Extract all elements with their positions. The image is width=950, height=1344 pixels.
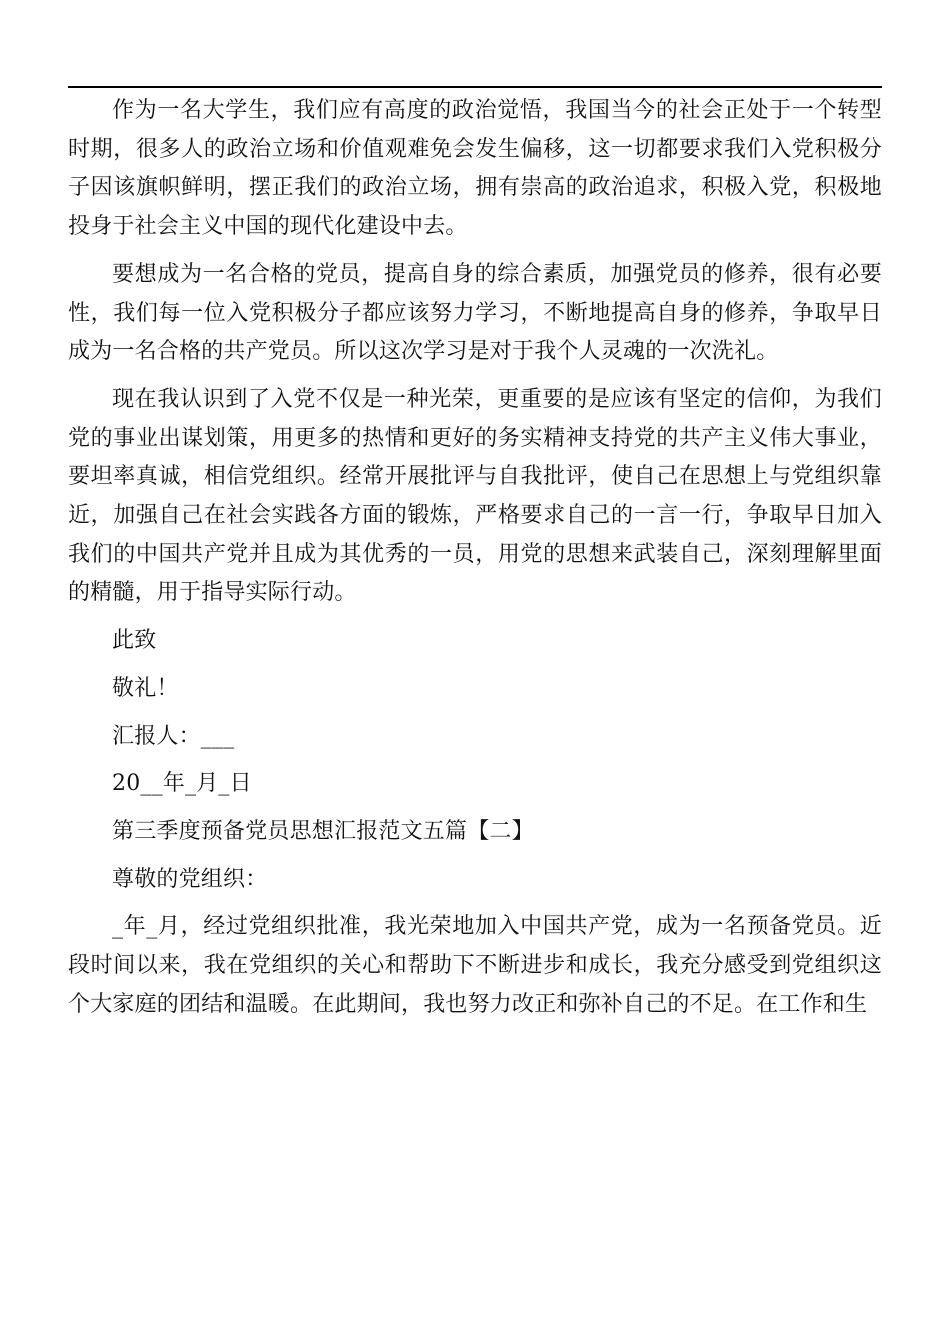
section-title: 第三季度预备党员思想汇报范文五篇【二】 <box>112 818 534 844</box>
greeting: 尊敬的党组织： <box>112 866 268 892</box>
paragraph-joining: _年_月，经过党组织批准，我光荣地加入中国共产党，成为一名预备党员。近段时间以来，我在党组织的关心和帮助下不断进步和成长，我充分感受到党组织这个大家庭的团结和温暖。在此期间，我也努力改正和弥补自己的不足。在工作和生 <box>68 914 882 1017</box>
paragraph-political-awareness: 作为一名大学生，我们应有高度的政治觉悟，我国当今的社会正处于一个转型时期，很多人的政治立场和价值观难免会发生偏移，这一切都要求我们入党积极分子因该旗帜鲜明，摆正我们的政治立场，拥有崇高的政治追求，积极入党，积极地投身于社会主义中国的现代化建设中去。 <box>68 98 882 240</box>
closing-salutation: 此致 <box>112 628 157 654</box>
document-body <box>68 92 882 1024</box>
header-rule <box>68 86 882 88</box>
date-line: 20__年_月_日 <box>112 771 252 797</box>
closing-regards: 敬礼！ <box>112 675 179 701</box>
paragraph-belief: 现在我认识到了入党不仅是一种光荣，更重要的是应该有坚定的信仰，为我们党的事业出谋划策，用更多的热情和更好的务实精神支持党的共产主义伟大事业，要坦率真诚，相信党组织。经常开展批评与自我批评，使自己在思想上与党组织靠近，加强自己在社会实践各方面的锻炼，严格要求自己的一言一行，争取早日加入我们的中国共产党并且成为其优秀的一员，用党的思想来武装自己，深刻理解里面的精髓，用于指导实际行动。 <box>68 386 882 606</box>
reporter-line: 汇报人：___ <box>112 723 235 749</box>
paragraph-qualified-member: 要想成为一名合格的党员，提高自身的综合素质，加强党员的修养，很有必要性，我们每一位入党积极分子都应该努力学习，不断地提高自身的修养，争取早日成为一名合格的共产党员。所以这次学习是对于我个人灵魂的一次洗礼。 <box>68 261 882 365</box>
